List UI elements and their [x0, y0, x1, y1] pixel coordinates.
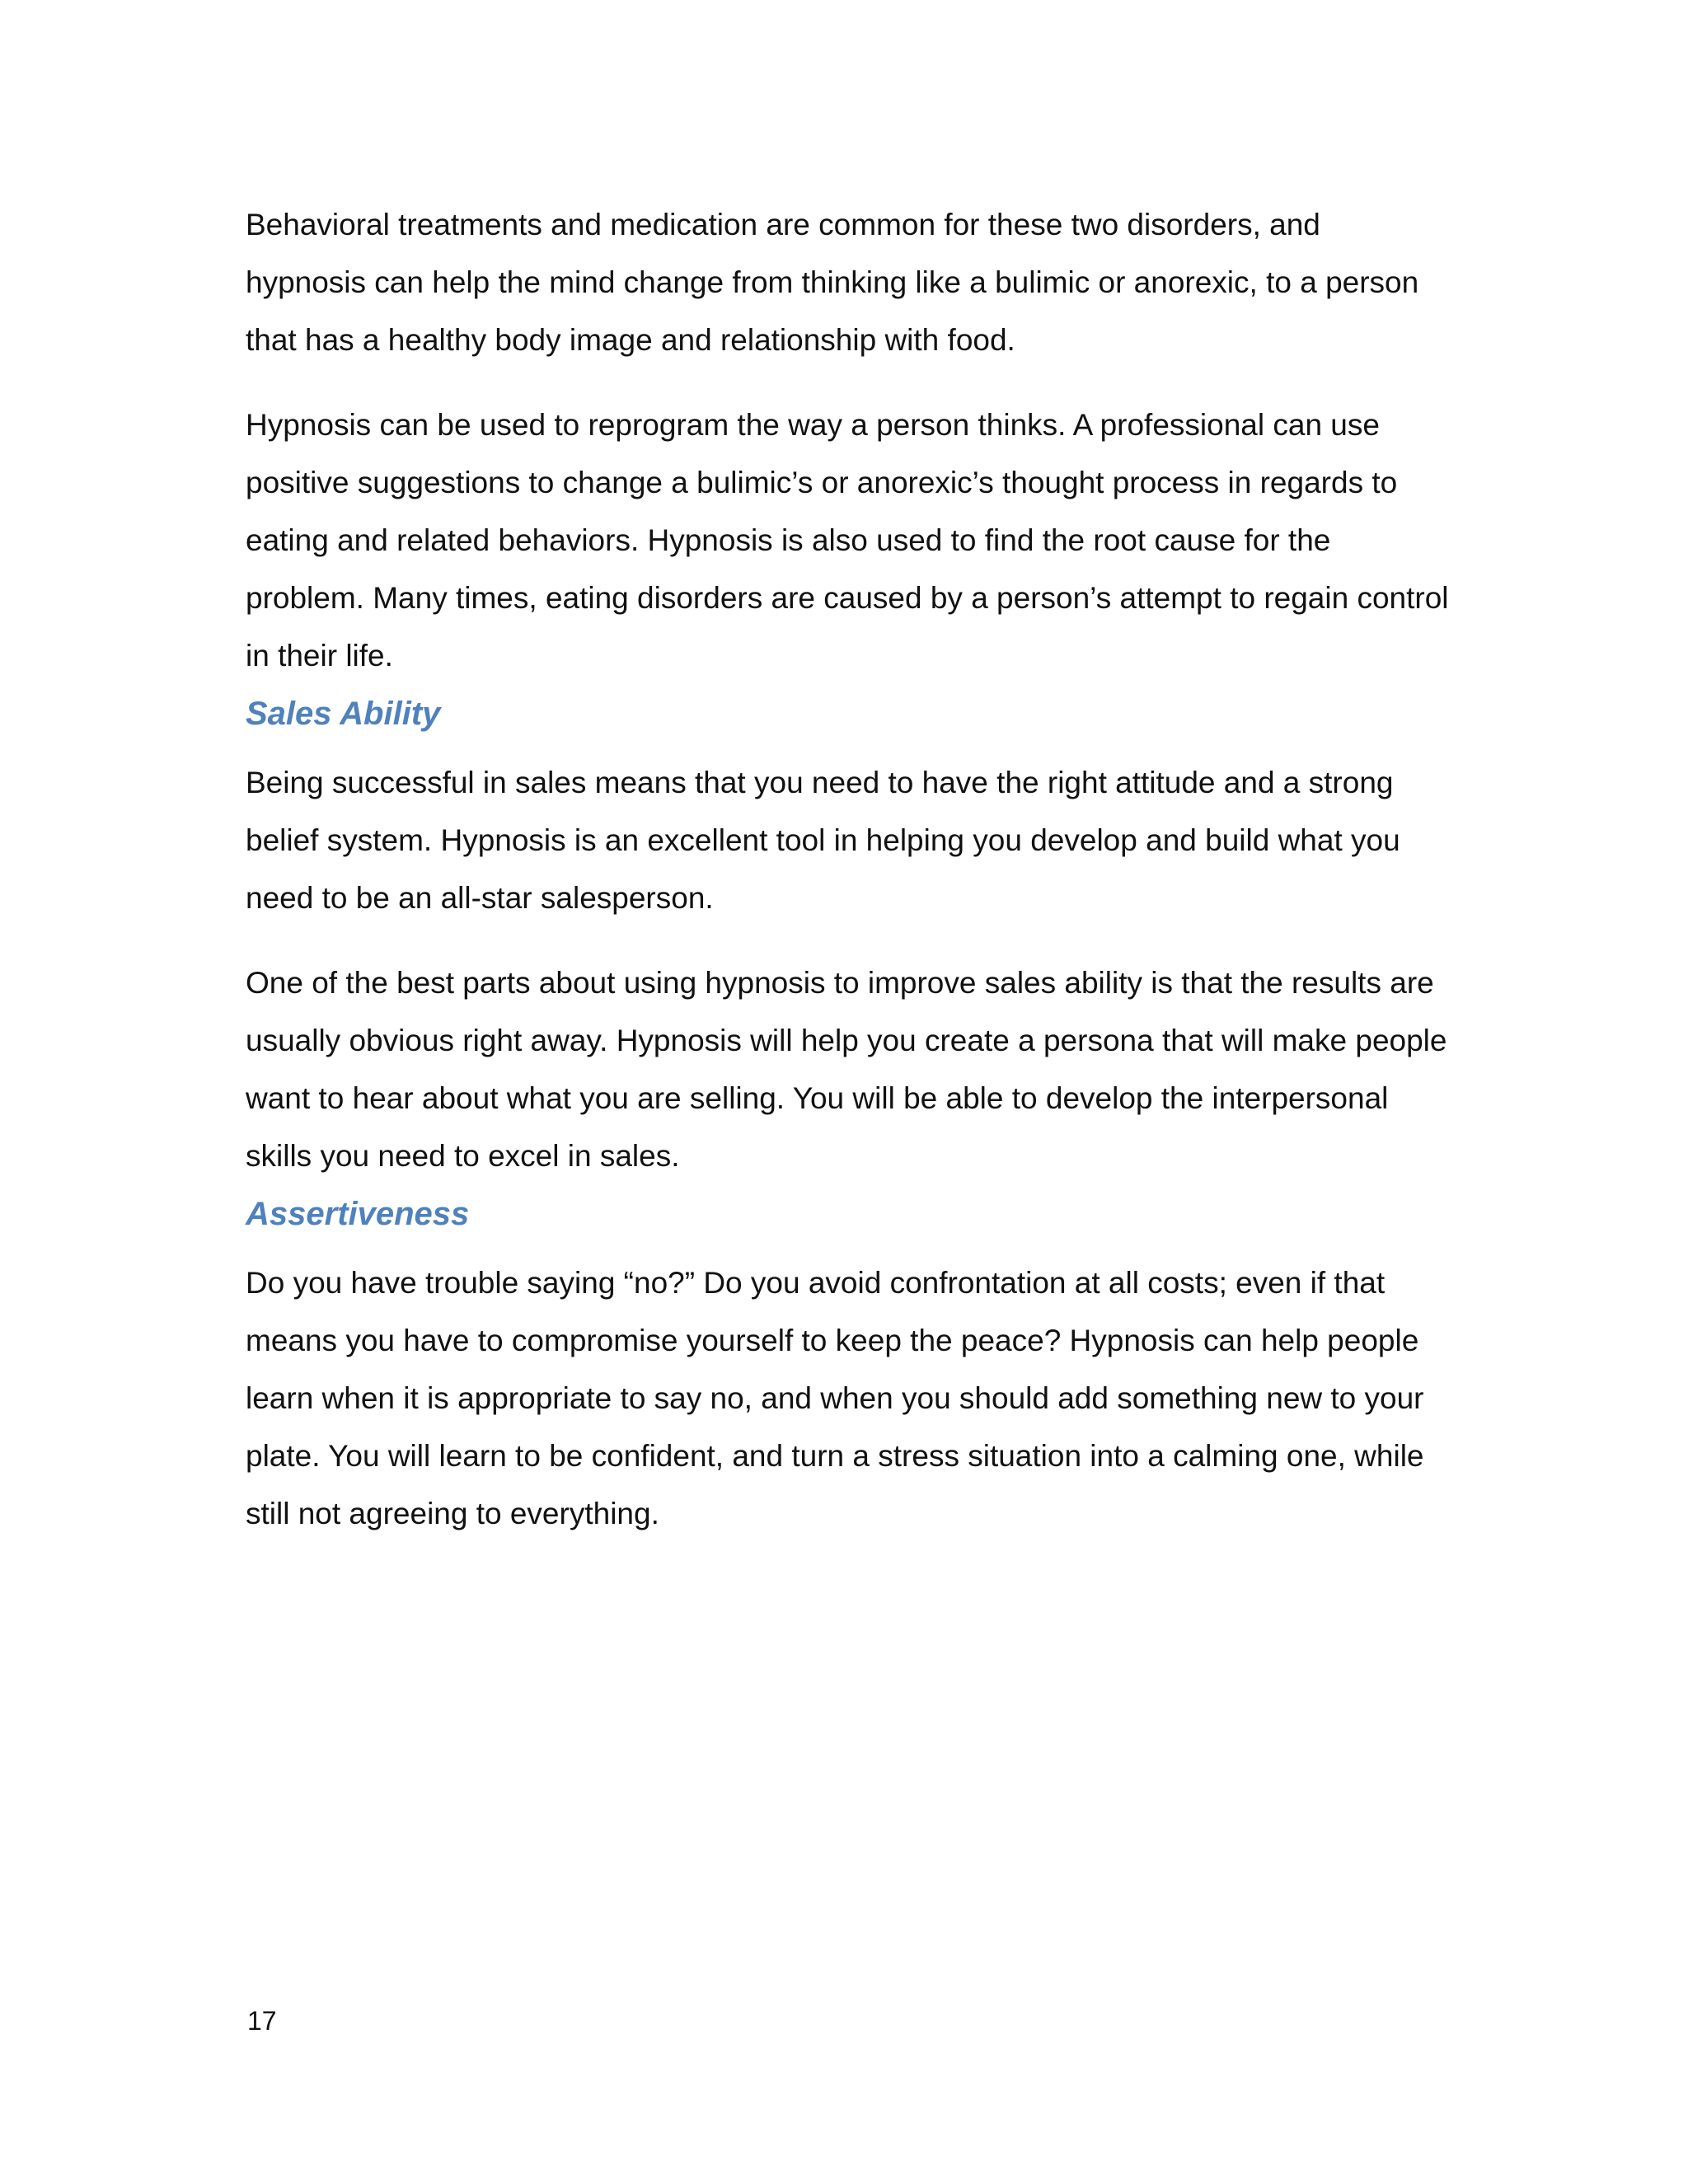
- intro-paragraph-1: Behavioral treatments and medication are common for these two disorders, and hypnosis can help the mind change from thinking like a bulimic or anorexic, to a person that has a healthy body image and relationship with food.: [246, 208, 1419, 357]
- intro-paragraph-2: Hypnosis can be used to reprogram the way a person thinks. A professional can use positive suggestions to change a bulimic’s or anorexic’s thought process in regards to eating and related behaviors. Hypnosis is also used to find the root cause for the problem. Many times, eating disorders are caused by a person’s attempt to regain control in their life.: [246, 408, 1449, 673]
- section-heading-assertiveness: Assertiveness: [246, 1196, 470, 1232]
- section-heading-sales-ability: Sales Ability: [246, 696, 441, 732]
- sales-paragraph-2: One of the best parts about using hypnosis to improve sales ability is that the results are usually obvious right away. Hypnosis will help you create a persona that will make people want to hear about what you are selling. You will be able to develop the interpersonal skills you need to excel in sales.: [246, 966, 1447, 1173]
- page-body: [246, 196, 1449, 1543]
- sales-paragraph-1: Being successful in sales means that you need to have the right attitude and a strong belief system. Hypnosis is an excellent tool in helping you develop and build what you need to be an all-star salesperson.: [246, 766, 1400, 915]
- assertiveness-paragraph-1: Do you have trouble saying “no?” Do you avoid confrontation at all costs; even if that means you have to compromise yourself to keep the peace? Hypnosis can help people learn when it is appropriate to say no, and when you should add something new to your plate. You will learn to be confident, and turn a stress situation into a calming one, while still not agreeing to everything.: [246, 1266, 1424, 1530]
- page-number: 17: [247, 2006, 277, 2036]
